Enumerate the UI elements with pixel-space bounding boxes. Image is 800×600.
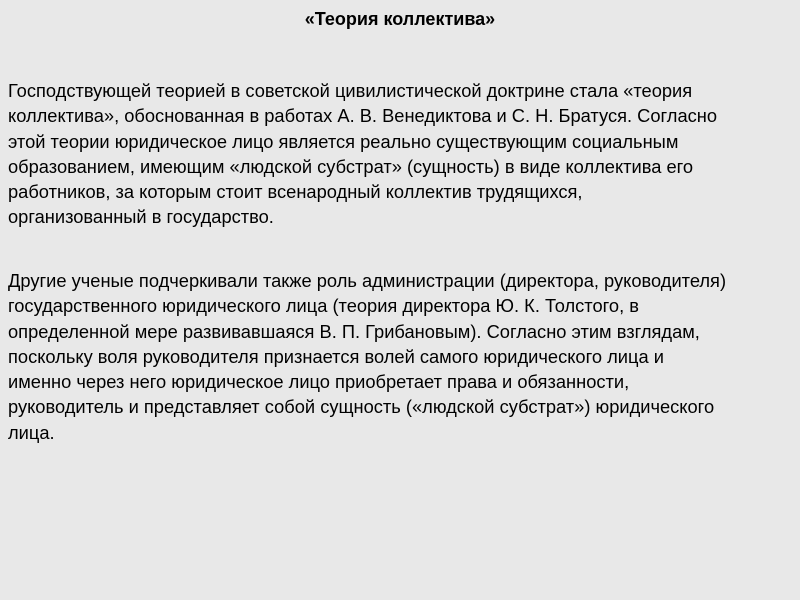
text-line: лица. bbox=[8, 421, 55, 443]
text-line: именно через него юридическое лицо приобретает права и обязанности, bbox=[8, 371, 630, 393]
text-line: работников, за которым стоит всенародный коллектив трудящихся, bbox=[8, 181, 583, 203]
text-line: коллектива», обоснованная в работах А. В. Венедиктова и С. Н. Братуся. Согласно bbox=[8, 105, 718, 127]
text-line: Другие ученые подчеркивали также роль администрации (директора, руководителя) bbox=[8, 270, 727, 291]
text-line: поскольку воля руководителя признается волей самого юридического лица и bbox=[8, 345, 664, 367]
paragraph-director-theory bbox=[8, 268, 798, 445]
text-line: Господствующей теорией в советской цивилистической доктрине стала «теория bbox=[8, 80, 693, 101]
text-line: организованный в государство. bbox=[8, 206, 274, 228]
text-line: государственного юридического лица (теория директора Ю. К. Толстого, в bbox=[8, 295, 639, 317]
paragraph-collective-theory bbox=[8, 78, 798, 230]
text-line: образованием, имеющим «людской субстрат» (сущность) в виде коллектива его bbox=[8, 155, 694, 177]
text-line: этой теории юридическое лицо является реально существующим социальным bbox=[8, 130, 679, 152]
text-line: определенной мере развивавшаяся В. П. Грибановым). Согласно этим взглядам, bbox=[8, 320, 700, 342]
text-line: руководитель и представляет собой сущность («людской субстрат») юридического bbox=[8, 396, 715, 418]
slide-title: «Теория коллектива» bbox=[304, 9, 496, 29]
